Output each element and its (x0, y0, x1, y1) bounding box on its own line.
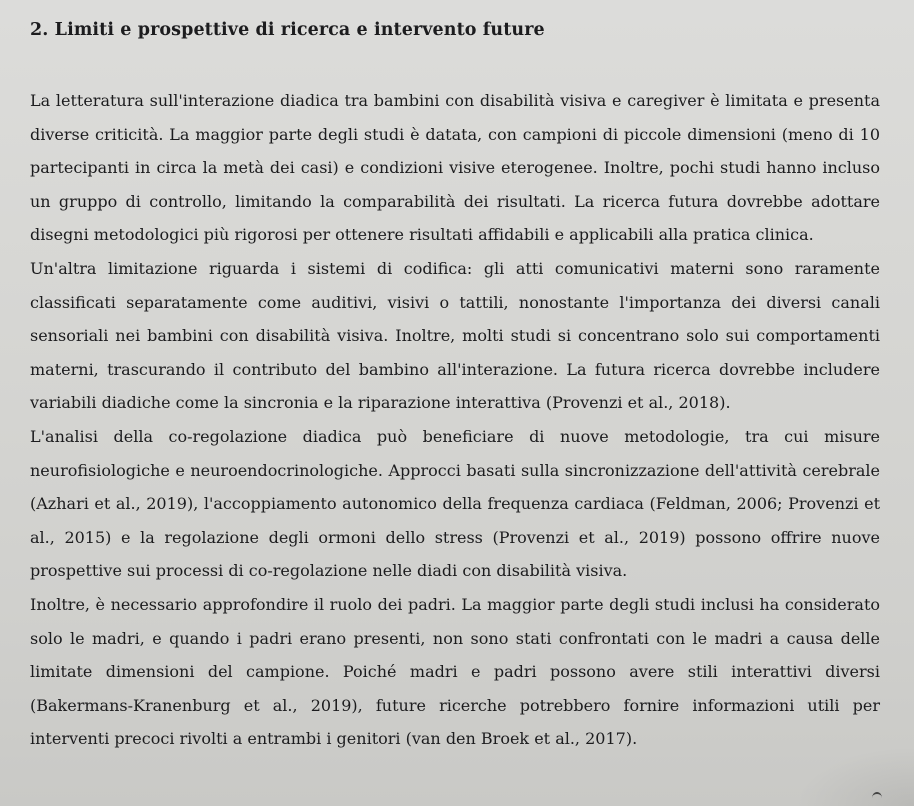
paragraph-coding-systems: Un'altra limitazione riguarda i sistemi di codifica: gli atti comunicativi materni sono raramente classificati separatamente come auditivi, visivi o tattili, nonostante l'importanza dei diversi canali sensoriali nei bambini con disabilità visiva. Inoltre, molti studi si concentrano solo sui comportamenti materni, trascurando il contributo del bambino all'interazione. La futura ricerca dovrebbe includere variabili diadiche come la sincronia e la riparazione interattiva (Provenzi et al., 2018). (30, 258, 880, 413)
page-edge-mark (872, 792, 882, 804)
paragraph-co-regulation-methods: L'analisi della co-regolazione diadica può beneficiare di nuove metodologie, tra cui misure neurofisiologiche e neuroendocrinologiche. Approcci basati sulla sincronizzazione dell'attività cerebrale (Azhari et al., 2019), l'accoppiamento autonomico della frequenza cardiaca (Feldman, 2006; Provenzi et al., 2015) e la regolazione degli ormoni dello stress (Provenzi et al., 2019) possono offrire nuove prospettive sui processi di co-regolazione nelle diadi con disabilità visiva. (30, 426, 880, 581)
paragraph-fathers-role: Inoltre, è necessario approfondire il ruolo dei padri. La maggior parte degli studi inclusi ha considerato solo le madri, e quando i padri erano presenti, non sono stati confrontati con le madri a causa delle limitate dimensioni del campione. Poiché madri e padri possono avere stili interattivi diversi (Bakermans-Kranenburg et al., 2019), future ricerche potrebbero fornire informazioni utili per interventi precoci rivolti a entrambi i genitori (van den Broek et al., 2017). (30, 594, 880, 749)
page-shadow (794, 746, 914, 806)
section-heading: 2. Limiti e prospettive di ricerca e intervento future (30, 20, 545, 40)
section-body (30, 84, 880, 756)
paragraph-limitations-literature: La letteratura sull'interazione diadica tra bambini con disabilità visiva e caregiver è limitata e presenta diverse criticità. La maggior parte degli studi è datata, con campioni di piccole dimensioni (meno di 10 partecipanti in circa la metà dei casi) e condizioni visive eterogenee. Inoltre, pochi studi hanno incluso un gruppo di controllo, limitando la comparabilità dei risultati. La ricerca futura dovrebbe adottare disegni metodologici più rigorosi per ottenere risultati affidabili e applicabili alla pratica clinica. (30, 91, 880, 245)
